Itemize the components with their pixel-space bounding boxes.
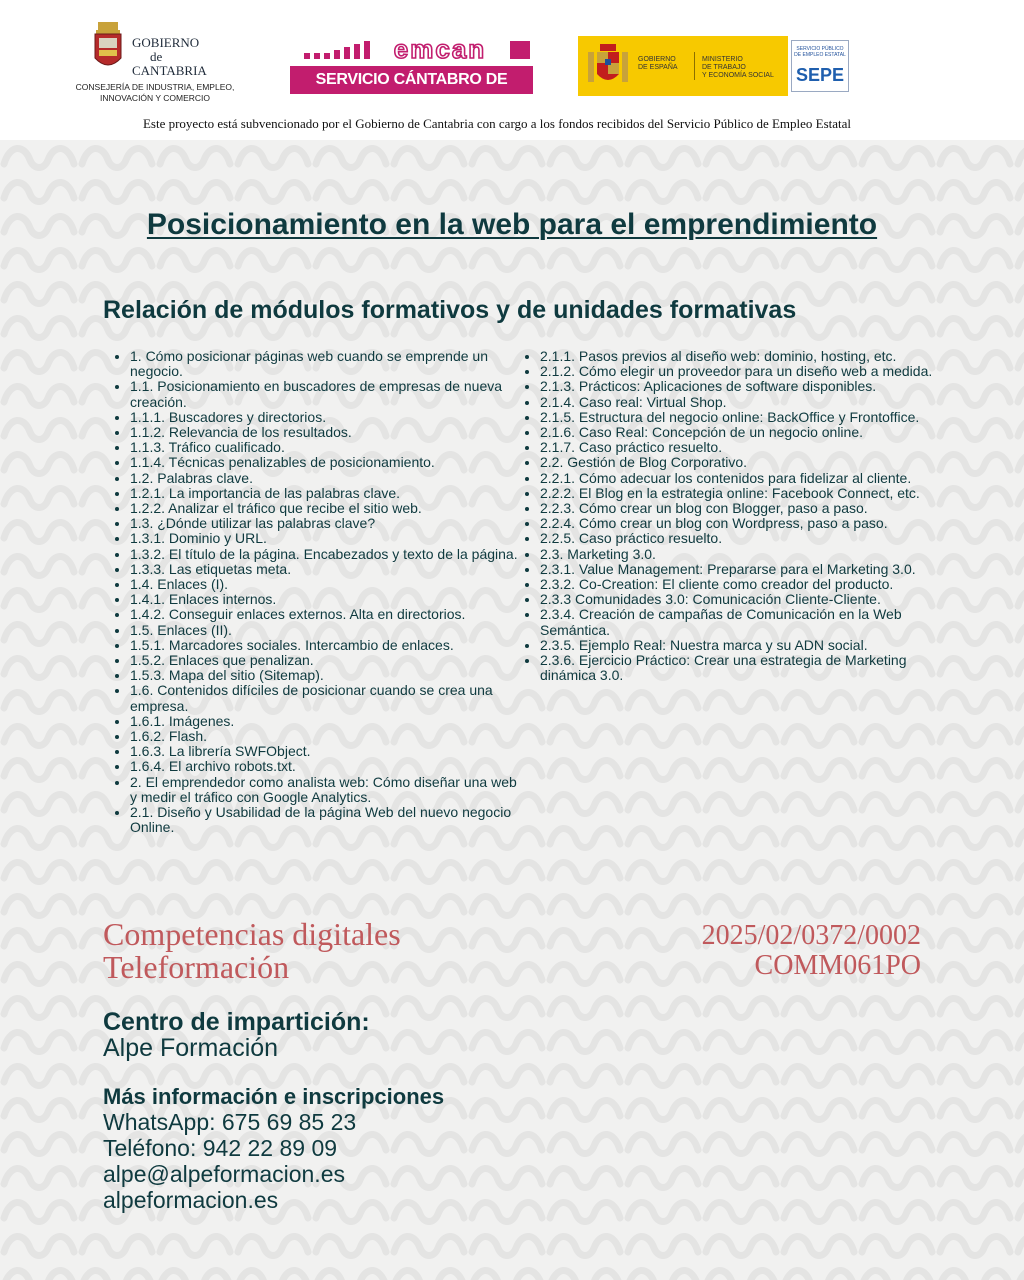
unit-item: • 2.1.2. Cómo elegir un proveedor para un diseño web a medida. bbox=[540, 364, 934, 379]
unit-item: • 1.6.3. La librería SWFObject. bbox=[130, 744, 522, 759]
consejeria-name bbox=[66, 82, 244, 104]
unit-item: • 1.3.1. Dominio y URL. bbox=[130, 531, 522, 546]
logo-divider bbox=[694, 52, 695, 80]
unit-item: • 2.3. Marketing 3.0. bbox=[540, 547, 934, 562]
email-link[interactable]: alpe@alpeformacion.es bbox=[103, 1161, 345, 1187]
ministry-line: Y ECONOMÍA SOCIAL bbox=[702, 72, 774, 79]
ministry-line: MINISTERIO bbox=[702, 56, 743, 63]
unit-item: • 2.3.2. Co-Creation: El cliente como creador del producto. bbox=[540, 577, 934, 592]
unit-item: • 1.1.2. Relevancia de los resultados. bbox=[130, 425, 522, 440]
unit-item: • 1. Cómo posicionar páginas web cuando se emprende un negocio. bbox=[130, 349, 522, 379]
unit-item: • 1.4.2. Conseguir enlaces externos. Alta en directorios. bbox=[130, 607, 522, 622]
emcan-bar-text: SERVICIO CÁNTABRO DE EMPLEO bbox=[290, 66, 533, 94]
gobierno-cantabria-name bbox=[132, 36, 207, 78]
unit-item: • 2.3.3 Comunidades 3.0: Comunicación Cliente-Cliente. bbox=[540, 592, 934, 607]
unit-item: • 2.1.5. Estructura del negocio online: BackOffice y Frontoffice. bbox=[540, 410, 934, 425]
emcan-logo-text: emcan bbox=[393, 38, 487, 64]
unit-item: • 1.4. Enlaces (I). bbox=[130, 577, 522, 592]
website-link[interactable]: alpeformacion.es bbox=[103, 1187, 279, 1213]
gobierno-espana-logo bbox=[578, 36, 788, 96]
center-name: Alpe Formación bbox=[103, 1034, 279, 1062]
course-identifiers bbox=[600, 921, 921, 981]
unit-item: • 2.3.6. Ejercicio Práctico: Crear una estrategia de Marketing dinámica 3.0. bbox=[540, 653, 934, 683]
unit-item: • 2.2.1. Cómo adecuar los contenidos para fidelizar al cliente. bbox=[540, 471, 934, 486]
subsidy-note: Este proyecto está subvencionado por el Gobierno de Cantabria con cargo a los fondos recibidos del Servicio Público de Empleo Estatal bbox=[142, 116, 852, 131]
gobierno-espana-text bbox=[638, 56, 678, 72]
unit-item: • 1.6.2. Flash. bbox=[130, 729, 522, 744]
unit-item: • 2.1.6. Caso Real: Concepción de un negocio online. bbox=[540, 425, 934, 440]
unit-item: • 2. El emprendedor como analista web: Cómo diseñar una web y medir el tráfico con Google Analytics. bbox=[130, 775, 522, 805]
sepe-line: SERVICIO PÚBLICO bbox=[796, 46, 844, 52]
units-list-left bbox=[104, 349, 522, 836]
unit-item: • 1.5.1. Marcadores sociales. Intercambio de enlaces. bbox=[130, 638, 522, 653]
unit-item: • 1.3.2. El título de la página. Encabezados y texto de la página. bbox=[130, 547, 522, 562]
unit-item: • 1.2. Palabras clave. bbox=[130, 471, 522, 486]
unit-item: • 1.2.2. Analizar el tráfico que recibe el sitio web. bbox=[130, 501, 522, 516]
unit-item: • 1.1.1. Buscadores y directorios. bbox=[130, 410, 522, 425]
ministry-line: DE TRABAJO bbox=[702, 64, 746, 71]
esp-line: GOBIERNO bbox=[638, 56, 676, 63]
emcan-wordmark bbox=[290, 38, 534, 64]
phone-link[interactable]: Teléfono: 942 22 89 09 bbox=[103, 1135, 338, 1161]
unit-item: • 2.2.5. Caso práctico resuelto. bbox=[540, 531, 934, 546]
sepe-full-name bbox=[794, 46, 846, 58]
unit-item: • 2.3.4. Creación de campañas de Comunicación en la Web Semántica. bbox=[540, 607, 934, 637]
unit-item: • 1.3.3. Las etiquetas meta. bbox=[130, 562, 522, 577]
unit-item: • 1.6. Contenidos difíciles de posicionar cuando se crea una empresa. bbox=[130, 683, 522, 713]
course-title: Posicionamiento en la web para el emprendimiento bbox=[146, 208, 878, 241]
unit-item: • 2.2. Gestión de Blog Corporativo. bbox=[540, 455, 934, 470]
unit-item: • 1.5. Enlaces (II). bbox=[130, 623, 522, 638]
center-label: Centro de impartición: bbox=[103, 1008, 370, 1036]
unit-item: • 1.2.1. La importancia de las palabras clave. bbox=[130, 486, 522, 501]
modality-text: Teleformación bbox=[103, 949, 290, 985]
cantabria-shield-icon bbox=[92, 22, 124, 74]
unit-item: • 2.1.7. Caso práctico resuelto. bbox=[540, 440, 934, 455]
sepe-acronym: SEPE bbox=[795, 65, 845, 85]
unit-item: • 2.2.3. Cómo crear un blog con Blogger, paso a paso. bbox=[540, 501, 934, 516]
unit-item: • 1.1. Posicionamiento en buscadores de empresas de nueva creación. bbox=[130, 379, 522, 409]
category-text: Competencias digitales bbox=[103, 916, 401, 952]
sponsor-header bbox=[0, 0, 1024, 140]
esp-line: DE ESPAÑA bbox=[638, 64, 678, 71]
unit-item: • 1.5.3. Mapa del sitio (Sitemap). bbox=[130, 668, 522, 683]
gob-name-line: GOBIERNO bbox=[132, 35, 200, 50]
emcan-logo bbox=[290, 38, 534, 116]
gob-name-line: CANTABRIA bbox=[132, 63, 207, 78]
gob-name-line: de bbox=[150, 49, 163, 64]
unit-item: • 1.4.1. Enlaces internos. bbox=[130, 592, 522, 607]
unit-item: • 1.1.4. Técnicas penalizables de posicionamiento. bbox=[130, 455, 522, 470]
unit-item: • 1.6.4. El archivo robots.txt. bbox=[130, 759, 522, 774]
unit-item: • 2.2.4. Cómo crear un blog con Wordpress, paso a paso. bbox=[540, 516, 934, 531]
modules-heading: Relación de módulos formativos y de unidades formativas bbox=[103, 296, 797, 324]
unit-item: • 2.1.1. Pasos previos al diseño web: dominio, hosting, etc. bbox=[540, 349, 934, 364]
whatsapp-link[interactable]: WhatsApp: 675 69 85 23 bbox=[103, 1109, 357, 1135]
sepe-line: DE EMPLEO ESTATAL bbox=[794, 52, 846, 58]
spain-coat-of-arms-icon bbox=[586, 42, 630, 90]
unit-item: • 1.5.2. Enlaces que penalizan. bbox=[130, 653, 522, 668]
gobierno-cantabria-logo bbox=[66, 20, 244, 104]
course-code: COMM061PO bbox=[754, 950, 921, 981]
unit-item: • 1.3. ¿Dónde utilizar las palabras clave? bbox=[130, 516, 522, 531]
consejeria-line: CONSEJERÍA DE INDUSTRIA, EMPLEO, bbox=[75, 82, 235, 92]
contact-label: Más información e inscripciones bbox=[103, 1084, 445, 1109]
consejeria-line: INNOVACIÓN Y COMERCIO bbox=[99, 93, 211, 103]
unit-item: • 2.3.5. Ejemplo Real: Nuestra marca y su ADN social. bbox=[540, 638, 934, 653]
contact-info bbox=[103, 1109, 356, 1213]
unit-item: • 2.3.1. Value Management: Prepararse para el Marketing 3.0. bbox=[540, 562, 934, 577]
course-category bbox=[103, 918, 401, 984]
ministerio-text bbox=[702, 56, 774, 80]
unit-item: • 2.1. Diseño y Usabilidad de la página Web del nuevo negocio Online. bbox=[130, 805, 522, 835]
unit-item: • 2.2.2. El Blog en la estrategia online: Facebook Connect, etc. bbox=[540, 486, 934, 501]
unit-item: • 1.6.1. Imágenes. bbox=[130, 714, 522, 729]
unit-item: • 1.1.3. Tráfico cualificado. bbox=[130, 440, 522, 455]
unit-item: • 2.1.3. Prácticos: Aplicaciones de software disponibles. bbox=[540, 379, 934, 394]
unit-item: • 2.1.4. Caso real: Virtual Shop. bbox=[540, 395, 934, 410]
expedient-number: 2025/02/0372/0002 bbox=[701, 920, 921, 951]
units-list-right bbox=[514, 349, 934, 683]
sepe-logo bbox=[791, 40, 849, 92]
